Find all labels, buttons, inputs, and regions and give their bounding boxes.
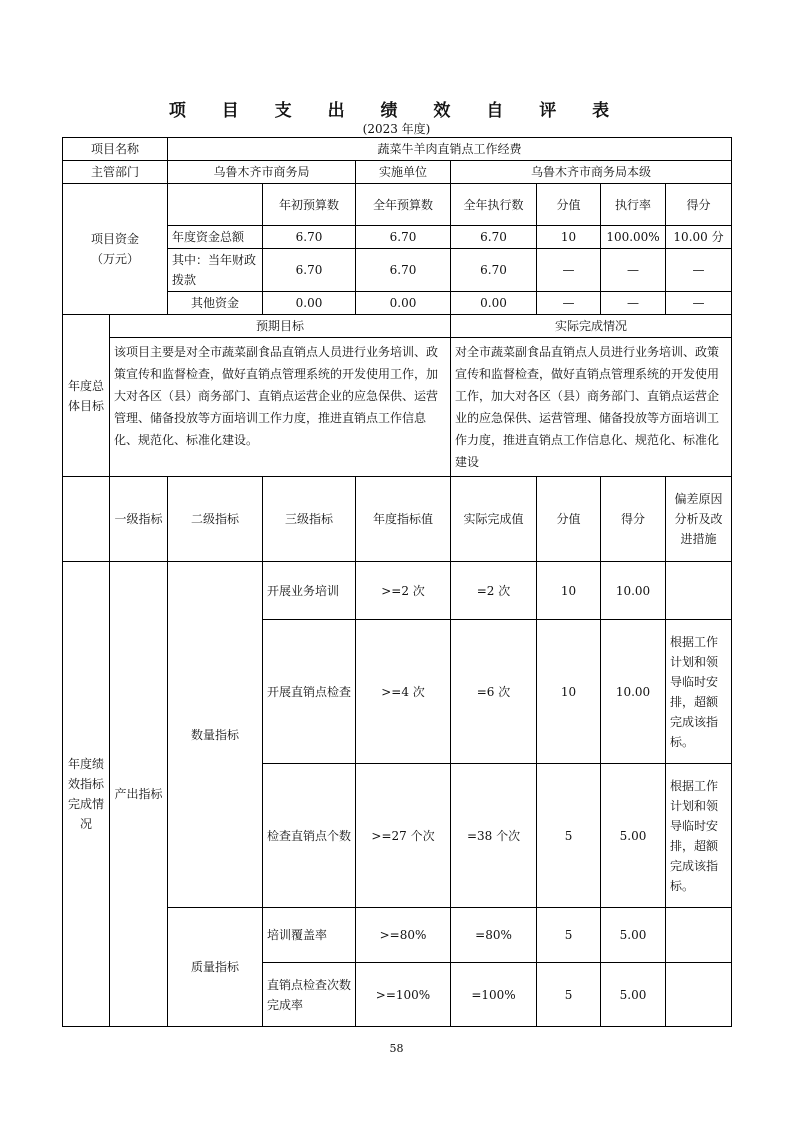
funds-header-cell: 全年执行数 <box>451 184 537 226</box>
indicator-header: 偏差原因分析及改进措施 <box>666 477 732 562</box>
annual-goal-label: 年度总体目标 <box>63 315 110 477</box>
score-value: 10 <box>537 562 601 620</box>
funds-row-label: 其他资金 <box>168 292 263 315</box>
level3-indicator: 开展业务培训 <box>263 562 356 620</box>
score-value: 5 <box>537 908 601 963</box>
score-value: 10 <box>537 620 601 764</box>
project-name-label: 项目名称 <box>63 138 168 161</box>
funds-cell: 0.00 <box>451 292 537 315</box>
page-number: 58 <box>389 1042 404 1055</box>
expected-goal-label: 预期目标 <box>110 315 451 338</box>
got-value: 10.00 <box>601 620 666 764</box>
actual-completion-label: 实际完成情况 <box>451 315 732 338</box>
level2-indicator: 数量指标 <box>168 562 263 908</box>
indicator-header: 实际完成值 <box>451 477 537 562</box>
indicator-header: 三级指标 <box>263 477 356 562</box>
target-value: >=80% <box>356 908 451 963</box>
year-subtitle: (2023 年度) <box>362 122 431 136</box>
dept-value: 乌鲁木齐市商务局 <box>168 161 356 184</box>
indicator-header: 分值 <box>537 477 601 562</box>
performance-section-label: 年度绩效指标完成情况 <box>63 562 110 1027</box>
target-value: >=4 次 <box>356 620 451 764</box>
funds-cell: 6.70 <box>356 249 451 292</box>
level3-indicator: 检查直销点个数 <box>263 764 356 908</box>
target-value: >=2 次 <box>356 562 451 620</box>
indicator-header: 一级指标 <box>110 477 168 562</box>
actual-value: =38 个次 <box>451 764 537 908</box>
level1-indicator: 产出指标 <box>110 562 168 1027</box>
funds-header-cell: 年初预算数 <box>263 184 356 226</box>
level2-indicator: 质量指标 <box>168 908 263 1027</box>
funds-cell: 100.00% <box>601 226 666 249</box>
got-value: 5.00 <box>601 908 666 963</box>
funds-row-label: 年度资金总额 <box>168 226 263 249</box>
actual-completion-text: 对全市蔬菜副食品直销点人员进行业务培训、政策宣传和监督检查，做好直销点管理系统的开发使用工作，加大对各区（县）商务部门、直销点运营企业的应急保供、运营管理、储备投放等方面培训工作力度，推进直销点工作信息化、规范化、标准化建设 <box>451 338 732 477</box>
level3-indicator: 直销点检查次数完成率 <box>263 963 356 1027</box>
got-value: 10.00 <box>601 562 666 620</box>
indicator-header: 年度指标值 <box>356 477 451 562</box>
indicator-header-blank <box>63 477 110 562</box>
funds-label: 项目资金 （万元） <box>63 184 168 315</box>
indicator-header: 得分 <box>601 477 666 562</box>
score-value: 5 <box>537 963 601 1027</box>
funds-header-cell: 得分 <box>666 184 732 226</box>
dept-label: 主管部门 <box>63 161 168 184</box>
got-value: 5.00 <box>601 764 666 908</box>
funds-cell: — <box>537 249 601 292</box>
funds-cell: 0.00 <box>356 292 451 315</box>
funds-header-cell: 执行率 <box>601 184 666 226</box>
level3-indicator: 培训覆盖率 <box>263 908 356 963</box>
funds-cell: 6.70 <box>356 226 451 249</box>
funds-cell: — <box>666 249 732 292</box>
project-name-value: 蔬菜牛羊肉直销点工作经费 <box>168 138 732 161</box>
expected-goal-text: 该项目主要是对全市蔬菜副食品直销点人员进行业务培训、政策宣传和监督检查，做好直销点管理系统的开发使用工作，加大对各区（县）商务部门、直销点运营企业的应急保供、运营管理、储备投放等方面培训工作力度，推进直销点工作信息化、规范化、标准化建设。 <box>110 338 451 477</box>
deviation-note <box>666 963 732 1027</box>
target-value: >=27 个次 <box>356 764 451 908</box>
funds-cell: 6.70 <box>451 226 537 249</box>
funds-cell: 6.70 <box>263 226 356 249</box>
evaluation-table <box>62 137 732 1027</box>
funds-cell: 10 <box>537 226 601 249</box>
funds-header-cell: 分值 <box>537 184 601 226</box>
deviation-note: 根据工作计划和领导临时安排，超额完成该指标。 <box>666 620 732 764</box>
actual-value: =6 次 <box>451 620 537 764</box>
funds-cell: — <box>601 292 666 315</box>
impl-unit-value: 乌鲁木齐市商务局本级 <box>451 161 732 184</box>
funds-cell: 6.70 <box>263 249 356 292</box>
level3-indicator: 开展直销点检查 <box>263 620 356 764</box>
deviation-note <box>666 908 732 963</box>
funds-cell: 0.00 <box>263 292 356 315</box>
funds-cell: 10.00 分 <box>666 226 732 249</box>
deviation-note <box>666 562 732 620</box>
funds-header-blank <box>168 184 263 226</box>
actual-value: =80% <box>451 908 537 963</box>
funds-cell: 6.70 <box>451 249 537 292</box>
score-value: 5 <box>537 764 601 908</box>
page-title: 项 目 支 出 绩 效 自 评 表 <box>168 101 625 121</box>
impl-unit-label: 实施单位 <box>356 161 451 184</box>
got-value: 5.00 <box>601 963 666 1027</box>
actual-value: =2 次 <box>451 562 537 620</box>
indicator-header: 二级指标 <box>168 477 263 562</box>
funds-header-cell: 全年预算数 <box>356 184 451 226</box>
funds-cell: — <box>537 292 601 315</box>
funds-cell: — <box>601 249 666 292</box>
target-value: >=100% <box>356 963 451 1027</box>
funds-row-label: 其中：当年财政拨款 <box>168 249 263 292</box>
deviation-note: 根据工作计划和领导临时安排，超额完成该指标。 <box>666 764 732 908</box>
funds-cell: — <box>666 292 732 315</box>
actual-value: =100% <box>451 963 537 1027</box>
